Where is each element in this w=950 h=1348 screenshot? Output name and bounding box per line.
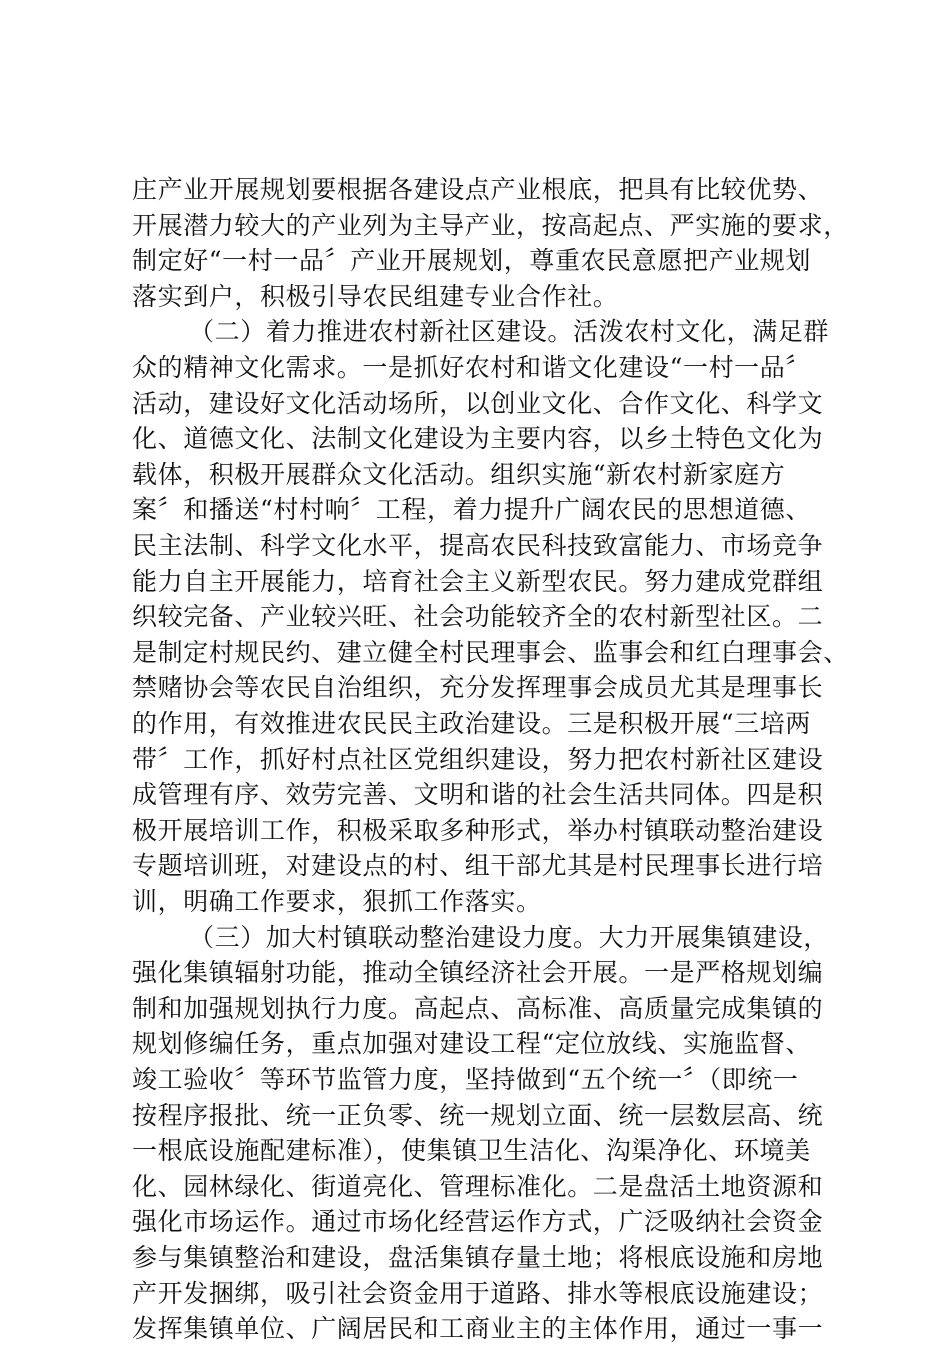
text-line: 竣工验收〞等环节监管力度，坚持做到“五个统一〞（即统一 [132,1065,799,1094]
text-line: 织较完备、产业较兴旺、社会功能较齐全的农村新型社区。二 [132,602,824,632]
text-line: 一根底设施配建标准），使集镇卫生洁化、沟渠净化、环境美 [132,1136,811,1166]
text-line: 活动，建设好文化活动场所，以创业文化、合作文化、科学文 [132,388,824,418]
text-line: 训，明确工作要求，狠抓工作落实。 [132,887,542,916]
text-line: 成管理有序、效劳完善、文明和谐的社会生活共同体。四是积 [132,780,824,810]
text-line: 制和加强规划执行力度。高起点、高标准、高质量完成集镇的 [132,993,824,1023]
text-line: 强化集镇辐射功能，推动全镇经济社会开展。一是严格规划编 [132,958,824,988]
text-line: 的作用，有效推进农民民主政治建设。三是积极开展“三培两 [132,709,811,738]
text-line: 专题培训班，对建设点的村、组干部尤其是村民理事长进行培 [132,851,824,881]
text-line: 民主法制、科学文化水平，提高农民科技致富能力、市场竞争 [132,531,824,560]
text-line: 开展潜力较大的产业列为主导产业，按高起点、严实施的要求， [132,210,849,240]
text-line: 化、道德文化、法制文化建设为主要内容，以乡土特色文化为 [132,424,824,454]
text-line: 能力自主开展能力，培育社会主义新型农民。努力建成党群组 [132,566,824,596]
text-line: 禁赌协会等农民自治组织，充分发挥理事会成员尤其是理事长 [132,673,824,703]
text-line: 是制定村规民约、建立健全村民理事会、监事会和红白理事会、 [132,637,849,667]
text-line: 极开展培训工作，积极采取多种形式，举办村镇联动整治建设 [132,815,824,845]
text-line: 强化市场运作。通过市场化经营运作方式，广泛吸纳社会资金 [132,1207,824,1237]
text-line: 众的精神文化需求。一是抓好农村和谐文化建设“一村一品〞 [132,353,811,382]
text-line: 案〞和播送“村村响〞工程，着力提升广阔农民的思想道德、 [132,495,811,525]
text-line: 载体，积极开展群众文化活动。组织实施“新农村新家庭方 [132,459,786,489]
text-line: 带〞工作，抓好村点社区党组织建设，努力把农村新社区建设 [132,744,824,774]
text-line: 规划修编任务，重点加强对建设工程“定位放线、实施监督、 [132,1029,811,1059]
text-line: 参与集镇整治和建设，盘活集镇存量土地；将根底设施和房地 [132,1243,824,1272]
text-line: 发挥集镇单位、广阔居民和工商业主的主体作用，通过一事一 [132,1314,824,1344]
text-line: 按程序报批、统一正负零、统一规划立面、统一层数层高、统 [132,1100,824,1130]
section-heading-line: （二）着力推进农村新社区建设。活泼农村文化，满足群 [189,317,830,347]
section-heading-line: （三）加大村镇联动整治建设力度。大力开展集镇建设， [189,922,830,952]
text-line: 落实到户，积极引导农民组建专业合作社。 [132,281,619,311]
text-line: 庄产业开展规划要根据各建设点产业根底，把具有比较优势、 [132,175,824,204]
text-line: 制定好“一村一品〞产业开展规划，尊重农民意愿把产业规划 [132,246,811,276]
text-line: 产开发捆绑，吸引社会资金用于道路、排水等根底设施建设； [132,1278,824,1308]
text-line: 化、园林绿化、街道亮化、管理标准化。二是盘活土地资源和 [132,1171,824,1201]
